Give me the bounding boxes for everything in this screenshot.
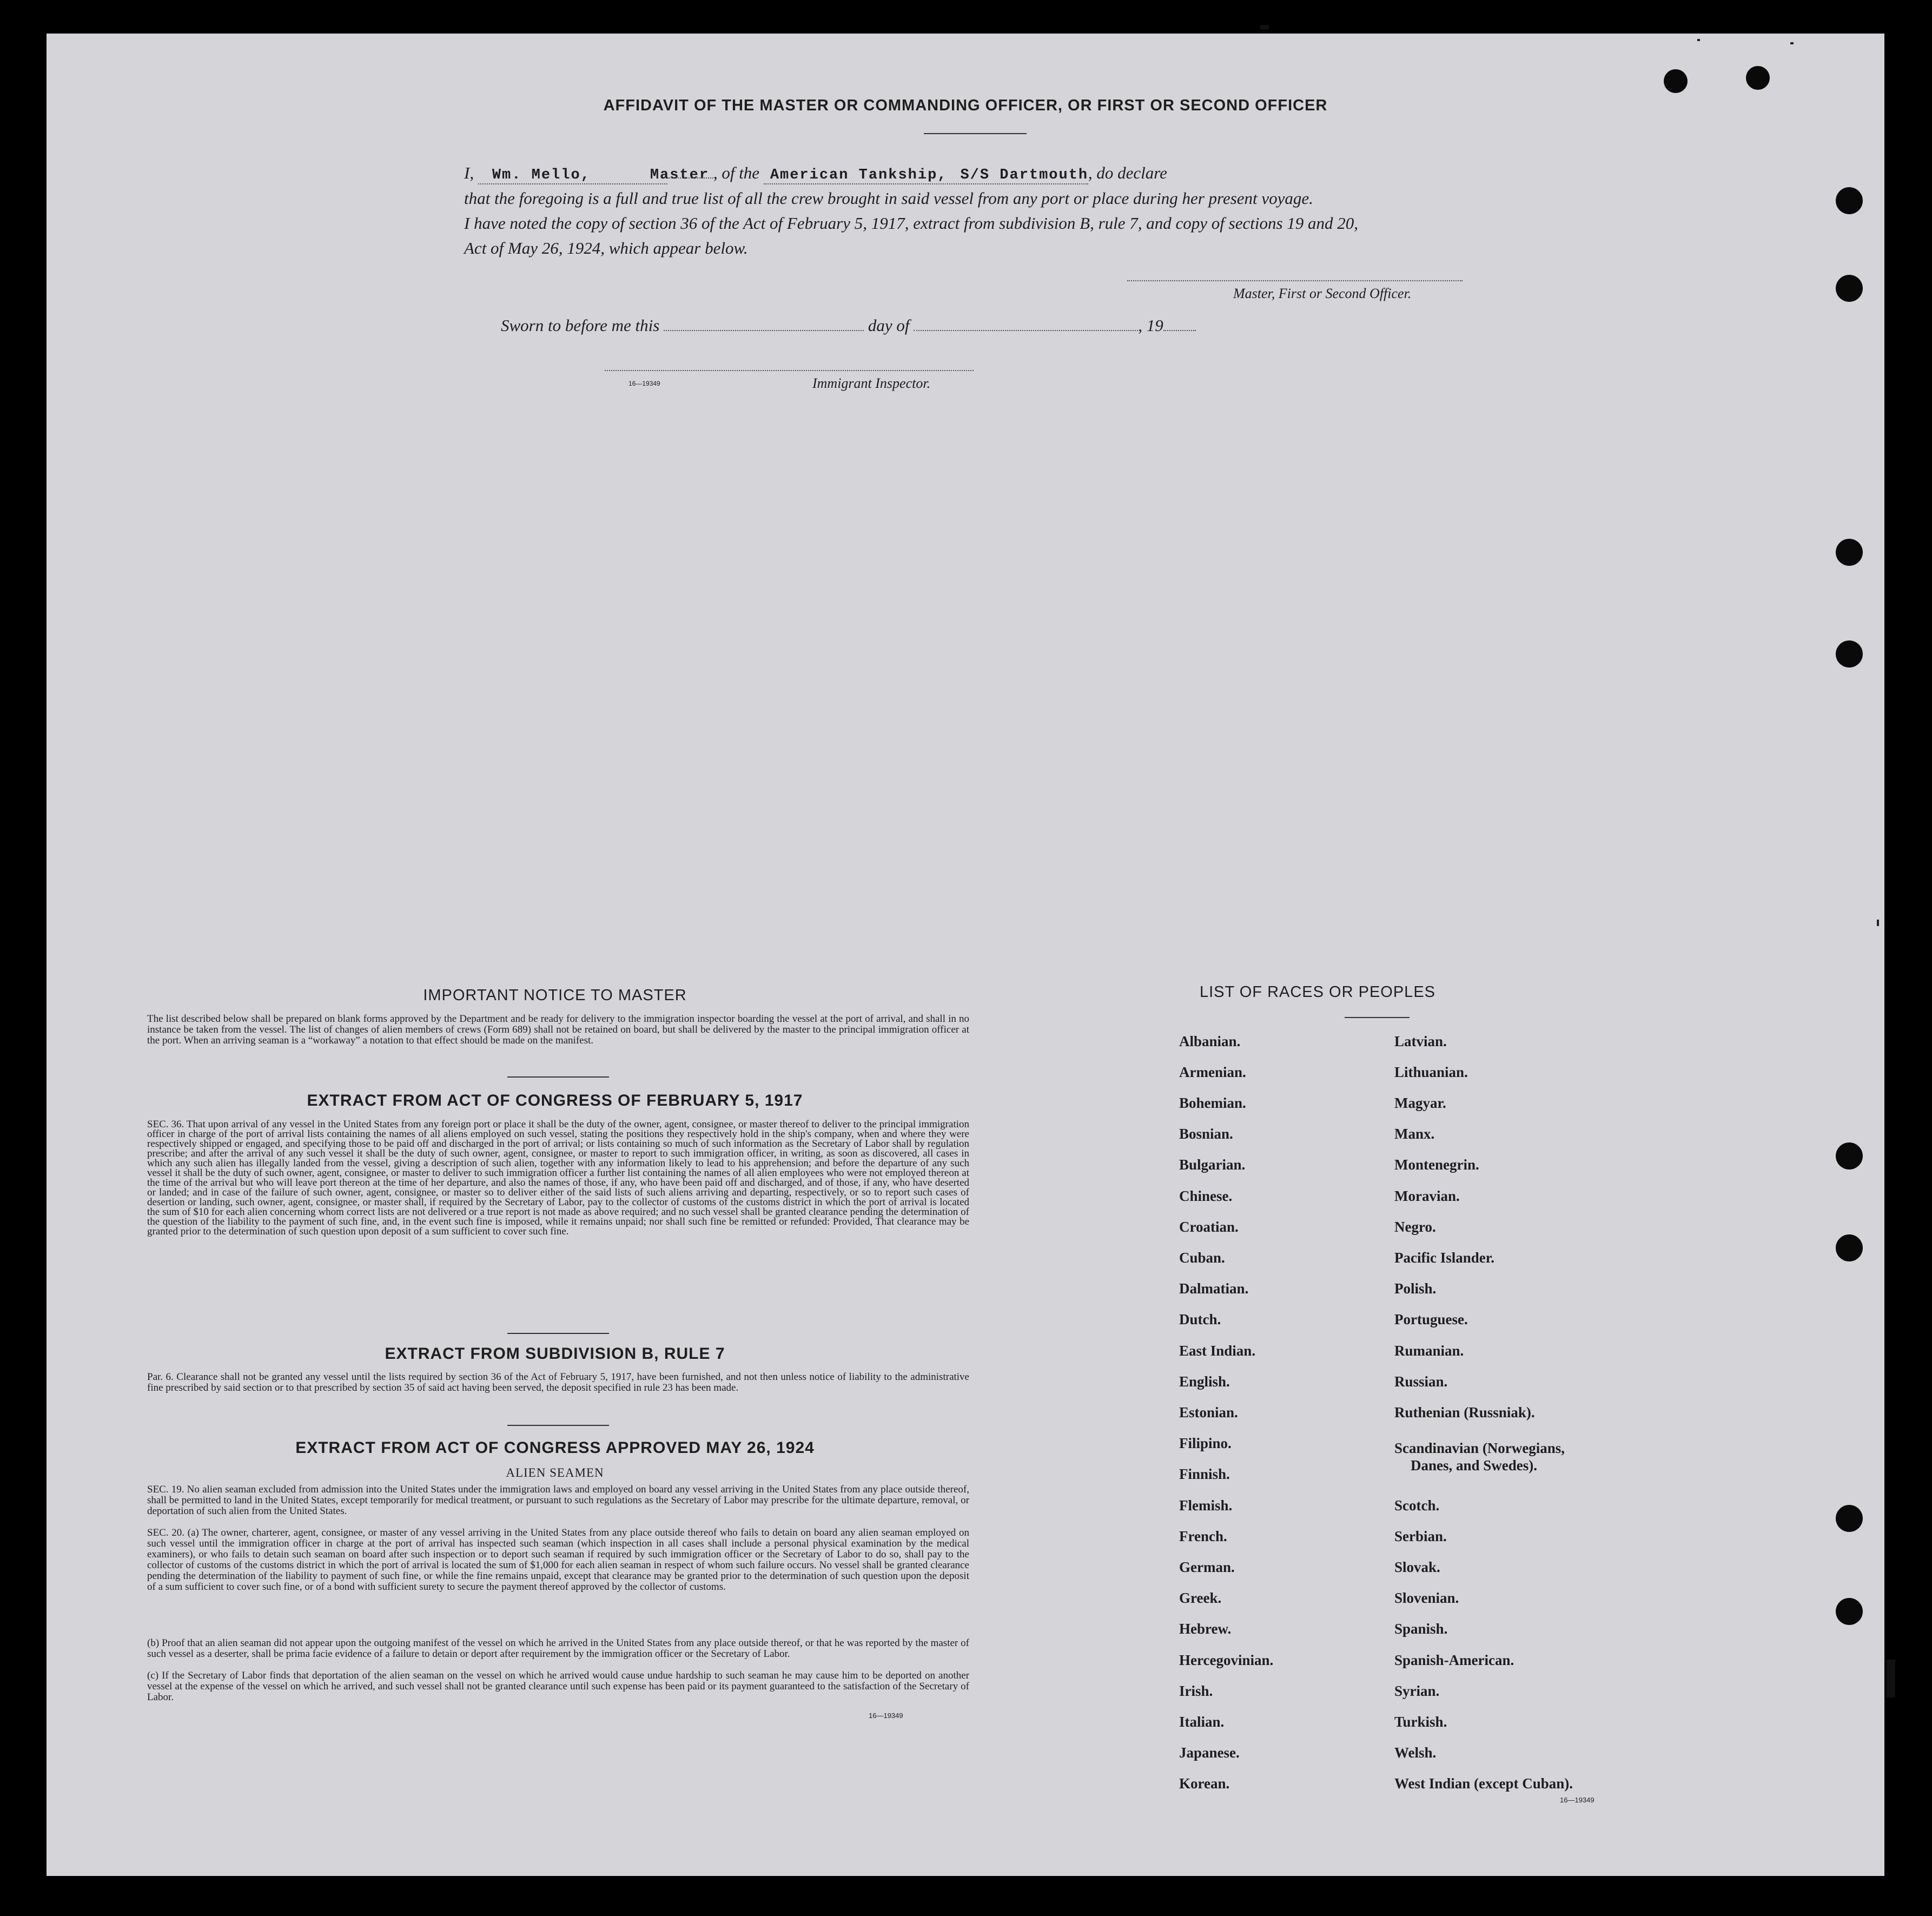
punch-hole [1836, 1505, 1863, 1532]
sworn-month-field [914, 330, 1138, 331]
i-label: I, [464, 163, 474, 182]
punch-hole [1836, 187, 1863, 214]
punch-hole [1746, 66, 1770, 90]
master-signature-line [1127, 280, 1463, 281]
sec-20b-body: (b) Proof that an alien seaman did not appear upon the outgoing manifest of the vessel on which he arrived in the United States from any place outside thereof, or that he was reported by the master of such vessel as a deserter, shall be prima facie evidence of a failure to detain or deport after requirement by the immigration officer or the Secretary of Labor. [147, 1637, 969, 1660]
race-item: Chinese. [1179, 1188, 1233, 1204]
race-item: Latvian. [1394, 1033, 1447, 1049]
race-item: Dutch. [1179, 1311, 1221, 1327]
race-item: Bulgarian. [1179, 1157, 1246, 1173]
divider-3 [507, 1425, 609, 1426]
punch-hole [1836, 539, 1863, 566]
extract-1917-body: SEC. 36. That upon arrival of any vessel in the United States from any foreign port or place it shall be the duty of the owner, agent, consignee, or master thereof to deliver to the principal immigration officer in charge of the port of arrival lists containing the names of all aliens employed on such vessel, stating the positions they respectively hold in the ship's company, when and where they were respectively shipped or engaged, and specifying those to be paid off and discharged in the port of arrival; or lists containing so much of such information as the Secretary of Labor shall by regulation prescribe; and after the arrival of any such vessel it shall be the duty of such owner, agent, consignee, or master to report to such immigration officer, in writing, as soon as discovered, all cases in which any such alien has illegally landed from the vessel, giving a description of such alien, together with any information likely to lead to his apprehension; and before the departure of any such vessel it shall be the duty of such owner, agent, consignee, or master to deliver to such immigration officer a further list containing the names of all alien employees who were not employed thereon at the time of the arrival but who will leave port thereon at the time of her departure, and also the names of those, if any, who have been paid off and discharged, and of those, if any, who have deserted or landed; and in case of the failure of such owner, agent, consignee, or master so to deliver either of the said lists of such aliens arriving and departing, respectively, or so to report such cases of desertion or landing, such owner, agent, consignee, or master shall, if required by the Secretary of Labor, pay to the collector of customs of the customs district in which the port of arrival is located the sum of $10 for each alien concerning whom correct lists are not delivered or a true report is not made as above required; and no such vessel shall be granted clearance pending the determination of the question of the liability to the payment of such fine, and, in the event such fine is imposed, while it remains unpaid; nor shall such fine be remitted or refunded: Provided, That clearance may be granted prior to the determination of such question upon deposit of a sum sufficient to cover such fine. [147, 1119, 969, 1237]
race-item: Korean. [1179, 1775, 1230, 1792]
inspector-caption: Immigrant Inspector. [812, 375, 931, 391]
punch-hole [1836, 275, 1863, 302]
race-item: Magyar. [1394, 1095, 1446, 1111]
subdivision-b-title: EXTRACT FROM SUBDIVISION B, RULE 7 [385, 1345, 725, 1363]
punch-hole [1836, 1598, 1863, 1625]
name-field [478, 163, 710, 184]
race-item: Cuban. [1179, 1250, 1225, 1266]
master-signature-caption: Master, First or Second Officer. [1233, 286, 1412, 301]
affidavit-line-1 [464, 163, 1167, 184]
master-rank: Master [650, 167, 710, 183]
race-item: Manx. [1394, 1126, 1435, 1142]
year-label: , 19 [1138, 316, 1163, 335]
race-item: Negro. [1394, 1219, 1436, 1235]
race-item: Rumanian. [1394, 1343, 1464, 1359]
race-item: Hebrew. [1179, 1621, 1232, 1637]
sec-20a-body: SEC. 20. (a) The owner, charterer, agent, consignee, or master of any vessel arriving in the United States from any place outside thereof who fails to detain on board any alien seaman employed on such vessel until the immigration officer in charge at the port of arrival has inspected such seaman (which inspection in all cases shall include a personal physical examination by the medical examiners), or who fails to detain such seaman on board after such inspection or to deport such seaman if required by such immigration officer or the Secretary of Labor to do so, shall pay to the collector of customs of the customs district in which the port of arrival is located the sum of $1,000 for each alien seaman in respect of whom such failure occurs. No vessel shall be granted clearance pending the determination of the liability to payment of such fine, or while the fine remains unpaid, except that clearance may be granted prior to the determination of such question upon the deposit of a sum sufficient to cover such fine, or of a bond with sufficient surety to secure the payment thereof approved by the collector of customs. [147, 1527, 969, 1593]
race-item: Pacific Islander. [1394, 1250, 1494, 1266]
punch-hole [1836, 1142, 1863, 1170]
races-divider [1345, 1017, 1410, 1018]
race-item: Ruthenian (Russniak). [1394, 1404, 1535, 1421]
divider-1 [507, 1076, 609, 1078]
race-item: Welsh. [1394, 1745, 1437, 1761]
race-item: Dalmatian. [1179, 1280, 1249, 1297]
punch-hole [1836, 640, 1863, 668]
form-number-bottom-right: 16—19349 [1560, 1796, 1594, 1804]
race-item: Slovenian. [1394, 1590, 1459, 1606]
race-item: Irish. [1179, 1683, 1213, 1699]
race-item: Polish. [1394, 1280, 1437, 1297]
of-the-label: , of the [713, 163, 760, 182]
race-item: Albanian. [1179, 1033, 1241, 1049]
title-divider [924, 133, 1027, 134]
divider-2 [507, 1333, 609, 1334]
affidavit-line-2: that the foregoing is a full and true list of all the crew brought in said vessel from any port or place during her present voyage. [464, 189, 1313, 208]
race-item: Scandinavian (Norwegians, [1394, 1440, 1565, 1456]
inspector-signature-line [605, 370, 974, 371]
race-item: East Indian. [1179, 1343, 1256, 1359]
race-item: Montenegrin. [1394, 1157, 1479, 1173]
race-item: Flemish. [1179, 1497, 1233, 1514]
race-item: Moravian. [1394, 1188, 1460, 1204]
punch-hole [1836, 1234, 1863, 1261]
race-item: Estonian. [1179, 1404, 1238, 1421]
race-item-continuation: Danes, and Swedes). [1411, 1457, 1538, 1474]
form-number-top: 16—19349 [628, 380, 660, 387]
master-name: Wm. Mello, [492, 167, 591, 183]
race-item: Filipino. [1179, 1435, 1232, 1451]
vessel-field [764, 163, 1088, 184]
extract-1924-subtitle: ALIEN SEAMEN [506, 1466, 604, 1479]
race-item: Italian. [1179, 1714, 1225, 1730]
race-item: Hercegovinian. [1179, 1652, 1274, 1668]
punch-hole [1664, 69, 1688, 93]
document-page [47, 34, 1884, 1876]
affidavit-line-3: I have noted the copy of section 36 of the Act of February 5, 1917, extract from subdivision B, rule 7, and copy of sections 19 and 20, [464, 214, 1359, 233]
race-item: Bohemian. [1179, 1095, 1246, 1111]
day-of-label: day of [868, 316, 910, 335]
race-item: English. [1179, 1373, 1230, 1390]
sworn-label: Sworn to before me this [501, 316, 660, 335]
subdivision-b-body: Par. 6. Clearance shall not be granted any vessel until the lists required by section 36 of the Act of February 5, 1917, have been furnished, and not then unless notice of liability to the administrative fine prescribed by said section or to that prescribed by section 35 of said act having been served, the deposit specified in rule 23 has been made. [147, 1371, 969, 1393]
sworn-day-field [664, 330, 864, 331]
race-item: German. [1179, 1559, 1235, 1575]
race-item: Bosnian. [1179, 1126, 1233, 1142]
sworn-line [501, 316, 1196, 335]
races-title: LIST OF RACES OR PEOPLES [1199, 983, 1436, 1001]
affidavit-title: AFFIDAVIT OF THE MASTER OR COMMANDING OFFICER, OR FIRST OR SECOND OFFICER [603, 97, 1328, 114]
race-item: Syrian. [1394, 1683, 1440, 1699]
extract-1917-title: EXTRACT FROM ACT OF CONGRESS OF FEBRUARY 5, 1917 [307, 1092, 803, 1109]
race-item: Croatian. [1179, 1219, 1239, 1235]
race-item: Spanish-American. [1394, 1652, 1514, 1668]
race-item: Serbian. [1394, 1528, 1447, 1544]
race-item: Slovak. [1394, 1559, 1440, 1575]
sec-20c-body: (c) If the Secretary of Labor finds that deportation of the alien seaman on the vessel on which he arrived would cause undue hardship to such seaman he may cause him to be deported on another vessel at the expense of the vessel on which he arrived, and such vessel shall not be granted clearance until such expense has been paid or its payment guaranteed to the satisfaction of the Secretary of Labor. [147, 1670, 969, 1703]
race-item: Spanish. [1394, 1621, 1448, 1637]
race-item: West Indian (except Cuban). [1394, 1775, 1573, 1792]
race-item: Lithuanian. [1394, 1064, 1468, 1080]
race-item: Turkish. [1394, 1714, 1447, 1730]
race-item: Russian. [1394, 1373, 1448, 1390]
race-item: Armenian. [1179, 1064, 1246, 1080]
notice-title: IMPORTANT NOTICE TO MASTER [423, 987, 687, 1004]
race-item: Greek. [1179, 1590, 1222, 1606]
extract-1924-title: EXTRACT FROM ACT OF CONGRESS APPROVED MAY 26, 1924 [295, 1439, 815, 1457]
do-declare-label: , do declare [1088, 163, 1167, 182]
form-number-bottom-left: 16—19349 [869, 1712, 903, 1720]
year-field [1163, 330, 1196, 331]
race-item: Finnish. [1179, 1466, 1230, 1482]
race-item: Japanese. [1179, 1745, 1240, 1761]
affidavit-line-4: Act of May 26, 1924, which appear below. [464, 239, 748, 257]
notice-body: The list described below shall be prepared on blank forms approved by the Department and be ready for delivery to the immigration inspector boarding the vessel at the port of arrival, and shall in no instance be taken from the vessel. The list of changes of alien members of crews (Form 689) shall not be retained on board, but shall be delivered by the master to the principal immigration officer at the port. When an arriving seaman is a “workaway” a notation to that effect should be made on the manifest. [147, 1013, 969, 1046]
race-item: Scotch. [1394, 1497, 1440, 1514]
sec-19-body: SEC. 19. No alien seaman excluded from admission into the United States under the immigration laws and employed on board any vessel arriving in the United States from any place outside thereof, shall be permitted to land in the United States, except temporarily for medical treatment, or pursuant to such regulations as the Secretary of Labor may prescribe for the ultimate departure, removal, or deportation of such alien from the United States. [147, 1484, 969, 1517]
vessel-name: S/S Dartmouth [960, 167, 1089, 183]
race-item: Portuguese. [1394, 1311, 1468, 1327]
vessel-owner: American Tankship, [770, 167, 948, 183]
race-item: French. [1179, 1528, 1227, 1544]
